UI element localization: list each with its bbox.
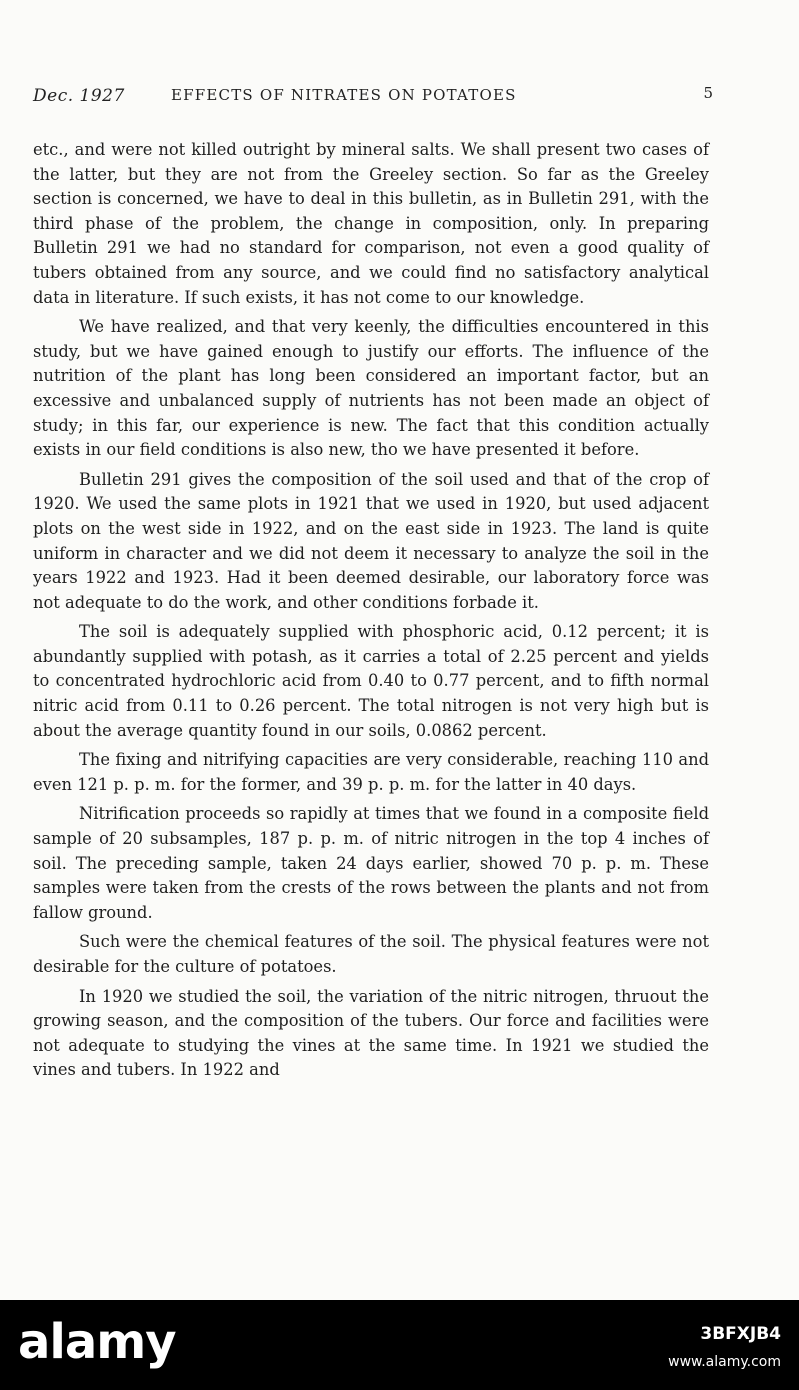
paragraph: The fixing and nitrifying capacities are very considerable, reaching 110 and even 121 p. p. m. for the former, and 39 p. p. m. for the latter in 40 days. [33, 750, 709, 794]
alamy-logo: alamy [18, 1314, 176, 1370]
paragraph-continuation: etc., and were not killed outright by mineral salts. We shall present two cases of the latter, but they are not from the Greeley section. So far as the Greeley section is concerned, we have to deal in this bulletin, as in Bulletin 291, with the third phase of the problem, the change in composition, only. In preparing Bulletin 291 we had no standard for comparison, not even a good quality of tubers obtained from any source, and we could find no satisfactory analytical data in literature. If such exists, it has not come to our knowledge. [33, 140, 709, 307]
header-date: Dec. 1927 [33, 86, 125, 106]
paragraph: Bulletin 291 gives the composition of the soil used and that of the crop of 1920. We used the same plots in 1921 that we used in 1920, but used adjacent plots on the west side in 1922, and on the east side in 1923. The land is quite uniform in character and we did not deem it necessary to analyze the soil in the years 1922 and 1923. Had it been deemed desirable, our laboratory force was not adequate to do the work, and other conditions forbade it. [33, 469, 709, 612]
running-header [33, 82, 713, 112]
paragraph: Such were the chemical features of the soil. The physical features were not desirable for the culture of potatoes. [33, 932, 709, 976]
header-title: EFFECTS OF NITRATES ON POTATOES [171, 86, 517, 104]
paragraph: Nitrification proceeds so rapidly at times that we found in a composite field sample of 20 subsamples, 187 p. p. m. of nitric nitrogen in the top 4 inches of soil. The preceding sample, taken 24 days earlier, showed 70 p. p. m. These samples were taken from the crests of the rows between the plants and not from fallow ground. [33, 804, 709, 922]
page-number: 5 [703, 84, 713, 102]
body-text [33, 138, 709, 1088]
image-id: 3BFXJB4 [700, 1324, 781, 1344]
paragraph: We have realized, and that very keenly, the difficulties encountered in this study, but we have gained enough to justify our efforts. The influence of the nutrition of the plant has long been considered an important factor, but an excessive and unbalanced supply of nutrients has not been made an object of study; in this far, our experience is new. The fact that this condition actually exists in our field conditions is also new, tho we have presented it before. [33, 317, 709, 460]
stock-watermark-bar [0, 1300, 799, 1390]
paragraph: In 1920 we studied the soil, the variation of the nitric nitrogen, thruout the growing season, and the composition of the tubers. Our force and facilities were not adequate to studying the vines at the same time. In 1921 we studied the vines and tubers. In 1922 and [33, 986, 709, 1080]
site-url: www.alamy.com [668, 1354, 781, 1370]
paragraph: The soil is adequately supplied with phosphoric acid, 0.12 percent; it is abundantly supplied with potash, as it carries a total of 2.25 percent and yields to concentrated hydrochloric acid from 0.40 to 0.77 percent, and to fifth normal nitric acid from 0.11 to 0.26 percent. The total nitrogen is not very high but is about the average quantity found in our soils, 0.0862 percent. [33, 622, 709, 740]
